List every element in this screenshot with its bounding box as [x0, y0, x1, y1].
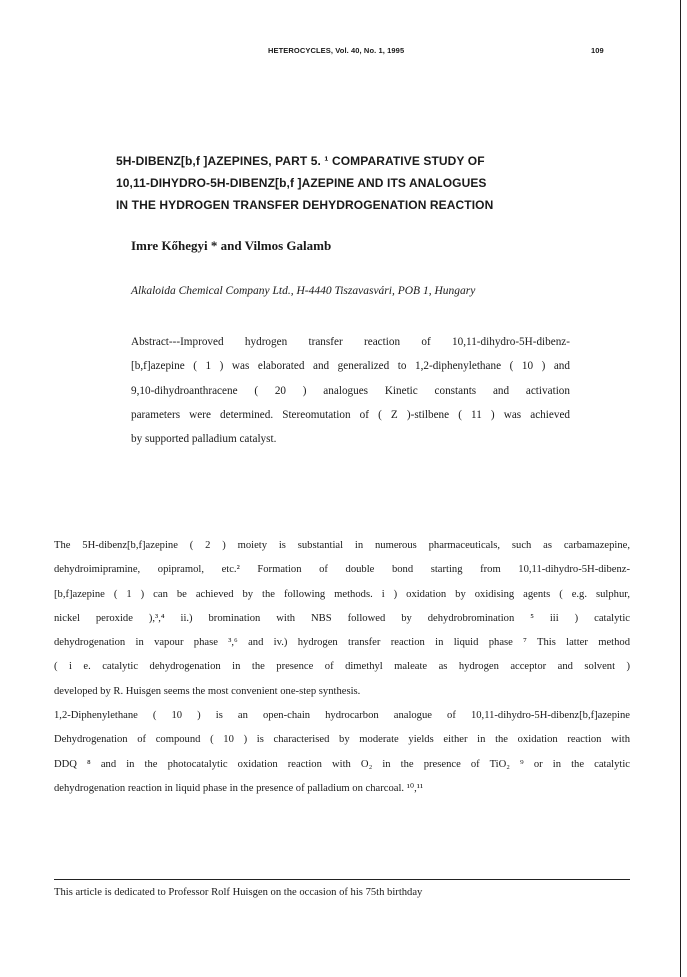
body-line: The 5H-dibenz[b,f]azepine ( 2 ) moiety is substantial in numerous pharmaceuticals, such as carbamazepine,: [54, 540, 630, 551]
body-line: [b,f]azepine ( 1 ) can be achieved by the following methods. i ) oxidation by oxidising agents ( e.g. sulphur,: [54, 588, 630, 600]
journal-citation: HETEROCYCLES, Vol. 40, No. 1, 1995: [268, 46, 405, 55]
body-line: dehydroimipramine, opipramol, etc.² Formation of double bond starting from 10,11-dihydro-5H-dibenz-: [54, 564, 630, 576]
title-line: 5H-DIBENZ[b,f ]AZEPINES, PART 5. ¹ COMPARATIVE STUDY OF: [116, 154, 485, 168]
running-header: [0, 46, 687, 60]
body-line: developed by R. Huisgen seems the most convenient one-step synthesis.: [54, 685, 361, 697]
body-text: [54, 534, 630, 801]
page-edge-line: [680, 0, 681, 977]
body-line: nickel peroxide ),³,⁴ ii.) bromination with NBS followed by dehydrobromination ⁵ iii ) catalytic: [54, 612, 630, 624]
body-line: dehydrogenation in vapour phase ³,⁶ and iv.) hydrogen transfer reaction in liquid phase ⁷ This latter method: [54, 637, 630, 649]
body-line: Dehydrogenation of compound ( 10 ) is characterised by moderate yields either in the oxidation reaction with: [54, 734, 630, 746]
author-affiliation: Alkaloida Chemical Company Ltd., H-4440 Tiszavasvári, POB 1, Hungary: [131, 285, 476, 297]
title-line: IN THE HYDROGEN TRANSFER DEHYDROGENATION REACTION: [116, 198, 494, 212]
abstract-line: [b,f]azepine ( 1 ) was elaborated and generalized to 1,2-diphenylethane ( 10 ) and: [131, 360, 570, 373]
body-line: 1,2-Diphenylethane ( 10 ) is an open-chain hydrocarbon analogue of 10,11-dihydro-5H-dibenz[b,f]azepine: [54, 710, 630, 722]
body-line: dehydrogenation reaction in liquid phase in the presence of palladium on charcoal. ¹⁰,¹¹: [54, 782, 424, 794]
abstract-line: parameters were determined. Stereomutation of ( Z )-stilbene ( 11 ) was achieved: [131, 408, 570, 421]
footnote-divider: [54, 879, 630, 880]
page-number: 109: [591, 46, 604, 55]
title-line: 10,11-DIHYDRO-5H-DIBENZ[b,f ]AZEPINE AND ITS ANALOGUES: [116, 176, 487, 190]
abstract: [131, 330, 570, 451]
abstract-line: 9,10-dihydroanthracene ( 20 ) analogues Kinetic constants and activation: [131, 384, 570, 397]
article-title: [116, 150, 576, 216]
body-line: DDQ ⁸ and in the photocatalytic oxidation reaction with O₂ in the presence of TiO₂ ⁹ or in the catalytic: [54, 758, 630, 770]
dedication-footnote: This article is dedicated to Professor Rolf Huisgen on the occasion of his 75th birthday: [54, 887, 423, 898]
abstract-line: by supported palladium catalyst.: [131, 433, 277, 446]
body-line: ( i e. catalytic dehydrogenation in the presence of dimethyl maleate as hydrogen acceptor and solvent ): [54, 661, 630, 673]
abstract-line: Abstract---Improved hydrogen transfer reaction of 10,11-dihydro-5H-dibenz-: [131, 336, 570, 348]
author-list: Imre Kőhegyi * and Vilmos Galamb: [131, 238, 332, 253]
